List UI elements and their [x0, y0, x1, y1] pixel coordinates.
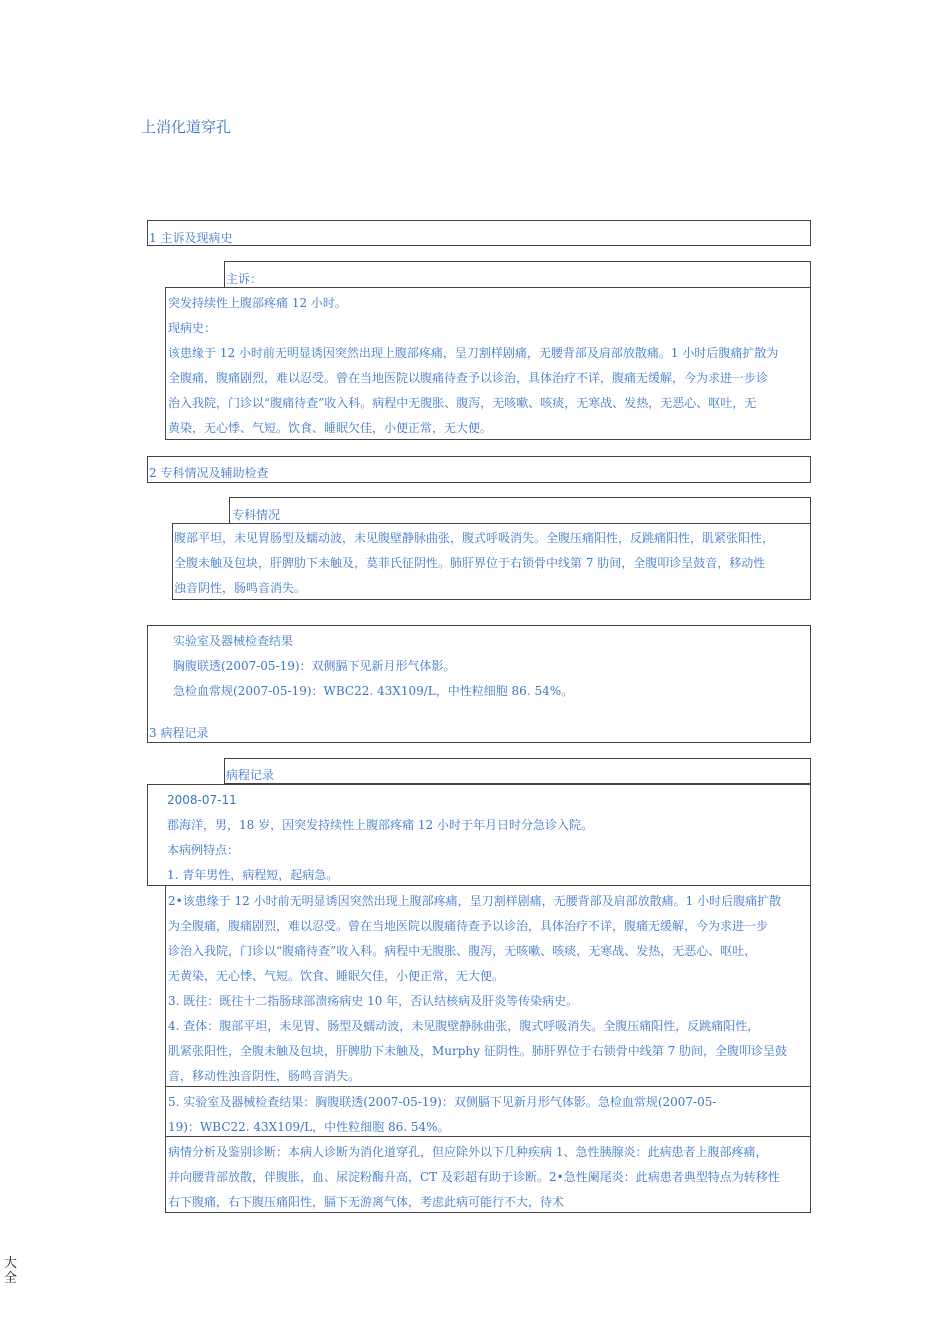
text-line: 5. 实验室及器械检查结果：胸腹联透(2007-05-19)：双侧膈下见新月形气体影。急检血常规(2007-05- — [168, 1095, 717, 1109]
text-line: 急检血常规(2007-05-19)：WBC22. 43X109/L，中性粒细胞 86. 54%。 — [173, 684, 574, 698]
differential-diagnosis-text — [168, 1140, 780, 1215]
section-1-text — [168, 291, 778, 441]
text-line: 19)：WBC22. 43X109/L，中性粒细胞 86. 54%。 — [168, 1120, 450, 1134]
lab-results-box — [147, 625, 811, 743]
section-2-heading-box — [147, 456, 811, 483]
progress-record-label-box — [224, 758, 811, 784]
text-line: 肌紧张阳性，全腹未触及包块，肝脾肋下未触及，Murphy 征阴性。肺肝界位于右锁骨中线第 7 肋间，全腹叩诊呈鼓 — [168, 1044, 788, 1058]
case-features-text — [168, 889, 787, 1089]
specialty-content-box — [172, 523, 811, 600]
corner-watermark-text: 大全 — [4, 1256, 18, 1286]
progress-record-header-box — [147, 784, 811, 886]
specialty-label: 专科情况 — [232, 508, 281, 522]
text-line: 突发持续性上腹部疼痛 12 小时。 — [168, 296, 347, 310]
lab-results-title: 实验室及器械检查结果 — [173, 634, 294, 648]
text-line: 治入我院，门诊以“腹痛待查”收入科。病程中无腹胀、腹泻，无咳嗽、咳痰，无寒战、发热，无恶心、呕吐，无 — [168, 396, 757, 410]
text-line: 该患缘于 12 小时前无明显诱因突然出现上腹部疼痛，呈刀割样剧痛，无腰背部及肩部放散痛。1 小时后腹痛扩散为 — [168, 346, 779, 360]
record-date: 2008-07-11 — [167, 793, 237, 807]
text-line: 右下腹痛，右下腹压痛阳性，膈下无游离气体，考虑此病可能行不大，待术 — [168, 1195, 565, 1209]
text-line: 浊音阴性，肠鸣音消失。 — [174, 581, 307, 595]
section-3-heading: 3 病程记录 — [149, 726, 209, 740]
text-line: 全腹未触及包块，肝脾肋下未触及，莫菲氏征阴性。肺肝界位于右锁骨中线第 7 肋间，全腹叩诊呈鼓音，移动性 — [174, 556, 766, 570]
text-line: 郡海洋，男，18 岁，因突发持续性上腹部疼痛 12 小时于年月日时分急诊入院。 — [167, 818, 593, 832]
text-line: 并向腰背部放散，伴腹胀，血、尿淀粉酶升高，CT 及彩超有助于诊断。2•急性阑尾炎：此病患者典型特点为转移性 — [168, 1170, 780, 1184]
text-line: 黄染，无心悸、气短。饮食、睡眠欠佳，小便正常，无大便。 — [168, 421, 493, 435]
text-line: 本病例特点： — [167, 843, 240, 857]
section-1-heading: 1 主诉及现病史 — [149, 231, 233, 245]
specialty-label-box — [229, 497, 811, 524]
progress-record-label: 病程记录 — [226, 768, 275, 782]
text-line: 4. 查体：腹部平坦，未见胃、肠型及蠕动波，未见腹壁静脉曲张，腹式呼吸消失。全腹压痛阳性，反跳痛阳性， — [168, 1019, 760, 1033]
chief-complaint-label: 主诉： — [226, 272, 263, 286]
lab-results-text — [173, 629, 573, 704]
text-line: 全腹痛，腹痛剧烈，难以忍受。曾在当地医院以腹痛待查予以诊治，具体治疗不详，腹痛无缓解，今为求进一步诊 — [168, 371, 769, 385]
case-features-box — [165, 885, 811, 1087]
specialty-text — [174, 526, 774, 601]
section-2-heading: 2 专科情况及辅助检查 — [149, 466, 269, 480]
text-line: 3. 既往：既往十二指肠球部溃疡病史 10 年，否认结核病及肝炎等传染病史。 — [168, 994, 579, 1008]
lab-summary-text — [168, 1090, 716, 1140]
chief-complaint-label-box — [224, 261, 811, 288]
text-line: 无黄染，无心悸、气短。饮食、睡眠欠佳，小便正常，无大便。 — [168, 969, 505, 983]
text-line: 为全腹痛，腹痛剧烈，难以忍受。曾在当地医院以腹痛待查予以诊治，具体治疗不详，腹痛无缓解，今为求进一步 — [168, 919, 769, 933]
progress-record-header-text — [167, 788, 593, 888]
text-line: 1. 青年男性，病程短，起病急。 — [167, 868, 339, 882]
section-1-content-box — [165, 287, 811, 440]
text-line: 腹部平坦，未见胃肠型及蠕动波，未见腹壁静脉曲张，腹式呼吸消失。全腹压痛阳性，反跳痛阳性，肌紧张阳性， — [174, 531, 775, 545]
text-line: 现病史： — [168, 321, 217, 335]
text-line: 病情分析及鉴别诊断：本病人诊断为消化道穿孔，但应除外以下几种疾病 1、急性胰腺炎：此病患者上腹部疼痛， — [168, 1145, 768, 1159]
text-line: 音，移动性浊音阴性，肠鸣音消失。 — [168, 1069, 361, 1083]
lab-summary-box — [165, 1086, 811, 1137]
document-title: 上消化道穿孔 — [141, 118, 232, 136]
section-1-heading-box — [147, 220, 811, 246]
differential-diagnosis-box — [165, 1136, 811, 1213]
text-line: 胸腹联透(2007-05-19)：双侧膈下见新月形气体影。 — [173, 659, 456, 673]
text-line: 诊治入我院，门诊以“腹痛待查”收入科。病程中无腹胀、腹泻，无咳嗽、咳痰，无寒战、发热，无恶心、呕吐， — [168, 944, 757, 958]
text-line: 2•该患缘于 12 小时前无明显诱因突然出现上腹部疼痛，呈刀割样剧痛，无腰背部及肩部放散痛。1 小时后腹痛扩散 — [168, 894, 782, 908]
